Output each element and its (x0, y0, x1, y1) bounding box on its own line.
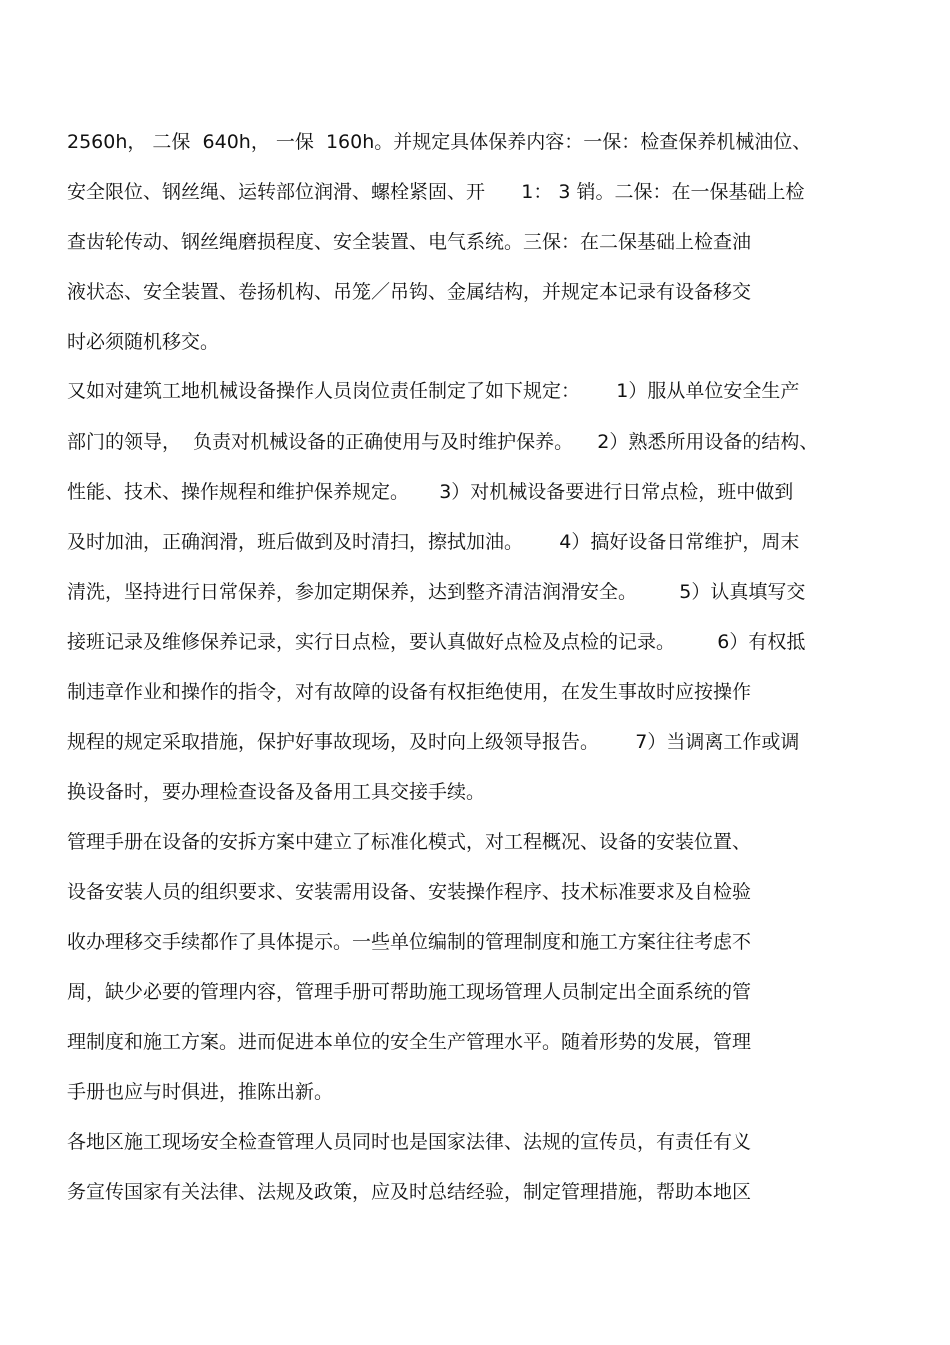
text-line: 又如对建筑工地机械设备操作人员岗位责任制定了如下规定： 1）服从单位安全生产 (67, 380, 800, 402)
text-line: 查齿轮传动、钢丝绳磨损程度、安全装置、电气系统。三保：在二保基础上检查油 (67, 231, 752, 253)
text-line: 务宣传国家有关法律、法规及政策，应及时总结经验，制定管理措施，帮助本地区 (67, 1181, 752, 1203)
text-line: 换设备时，要办理检查设备及备用工具交接手续。 (67, 781, 486, 803)
text-line: 部门的领导， 负责对机械设备的正确使用与及时维护保养。 2）熟悉所用设备的结构、 (67, 431, 819, 453)
text-line: 设备安装人员的组织要求、安装需用设备、安装操作程序、技术标准要求及自检验 (67, 881, 752, 903)
text-line: 安全限位、钢丝绳、运转部位润滑、螺栓紧固、开 1： 3 销。二保：在一保基础上检 (67, 181, 805, 203)
text-line: 2560h， 二保 640h， 一保 160h。并规定具体保养内容：一保：检查保养机械油位、 (67, 131, 812, 153)
text-line: 理制度和施工方案。进而促进本单位的安全生产管理水平。随着形势的发展，管理 (67, 1031, 752, 1053)
text-line: 各地区施工现场安全检查管理人员同时也是国家法律、法规的宣传员，有责任有义 (67, 1131, 752, 1153)
text-line: 性能、技术、操作规程和维护保养规定。 3）对机械设备要进行日常点检，班中做到 (67, 481, 794, 503)
text-line: 液状态、安全装置、卷扬机构、吊笼／吊钩、金属结构，并规定本记录有设备移交 (67, 281, 752, 303)
text-line: 收办理移交手续都作了具体提示。一些单位编制的管理制度和施工方案往往考虑不 (67, 931, 752, 953)
text-line: 及时加油，正确润滑，班后做到及时清扫，擦拭加油。 4）搞好设备日常维护，周末 (67, 531, 800, 553)
text-line: 时必须随机移交。 (67, 331, 220, 353)
text-line: 周，缺少必要的管理内容，管理手册可帮助施工现场管理人员制定出全面系统的管 (67, 981, 752, 1003)
text-line: 接班记录及维修保养记录，实行日点检，要认真做好点检及点检的记录。 6）有权抵 (67, 631, 806, 653)
text-line: 制违章作业和操作的指令，对有故障的设备有权拒绝使用，在发生事故时应按操作 (67, 681, 752, 703)
text-line: 规程的规定采取措施，保护好事故现场，及时向上级领导报告。 7）当调离工作或调 (67, 731, 800, 753)
text-line: 清洗，坚持进行日常保养，参加定期保养，达到整齐清洁润滑安全。 5）认真填写交 (67, 581, 806, 603)
text-line: 手册也应与时俱进，推陈出新。 (67, 1081, 334, 1103)
text-line: 管理手册在设备的安拆方案中建立了标准化模式，对工程概况、设备的安装位置、 (67, 831, 752, 853)
